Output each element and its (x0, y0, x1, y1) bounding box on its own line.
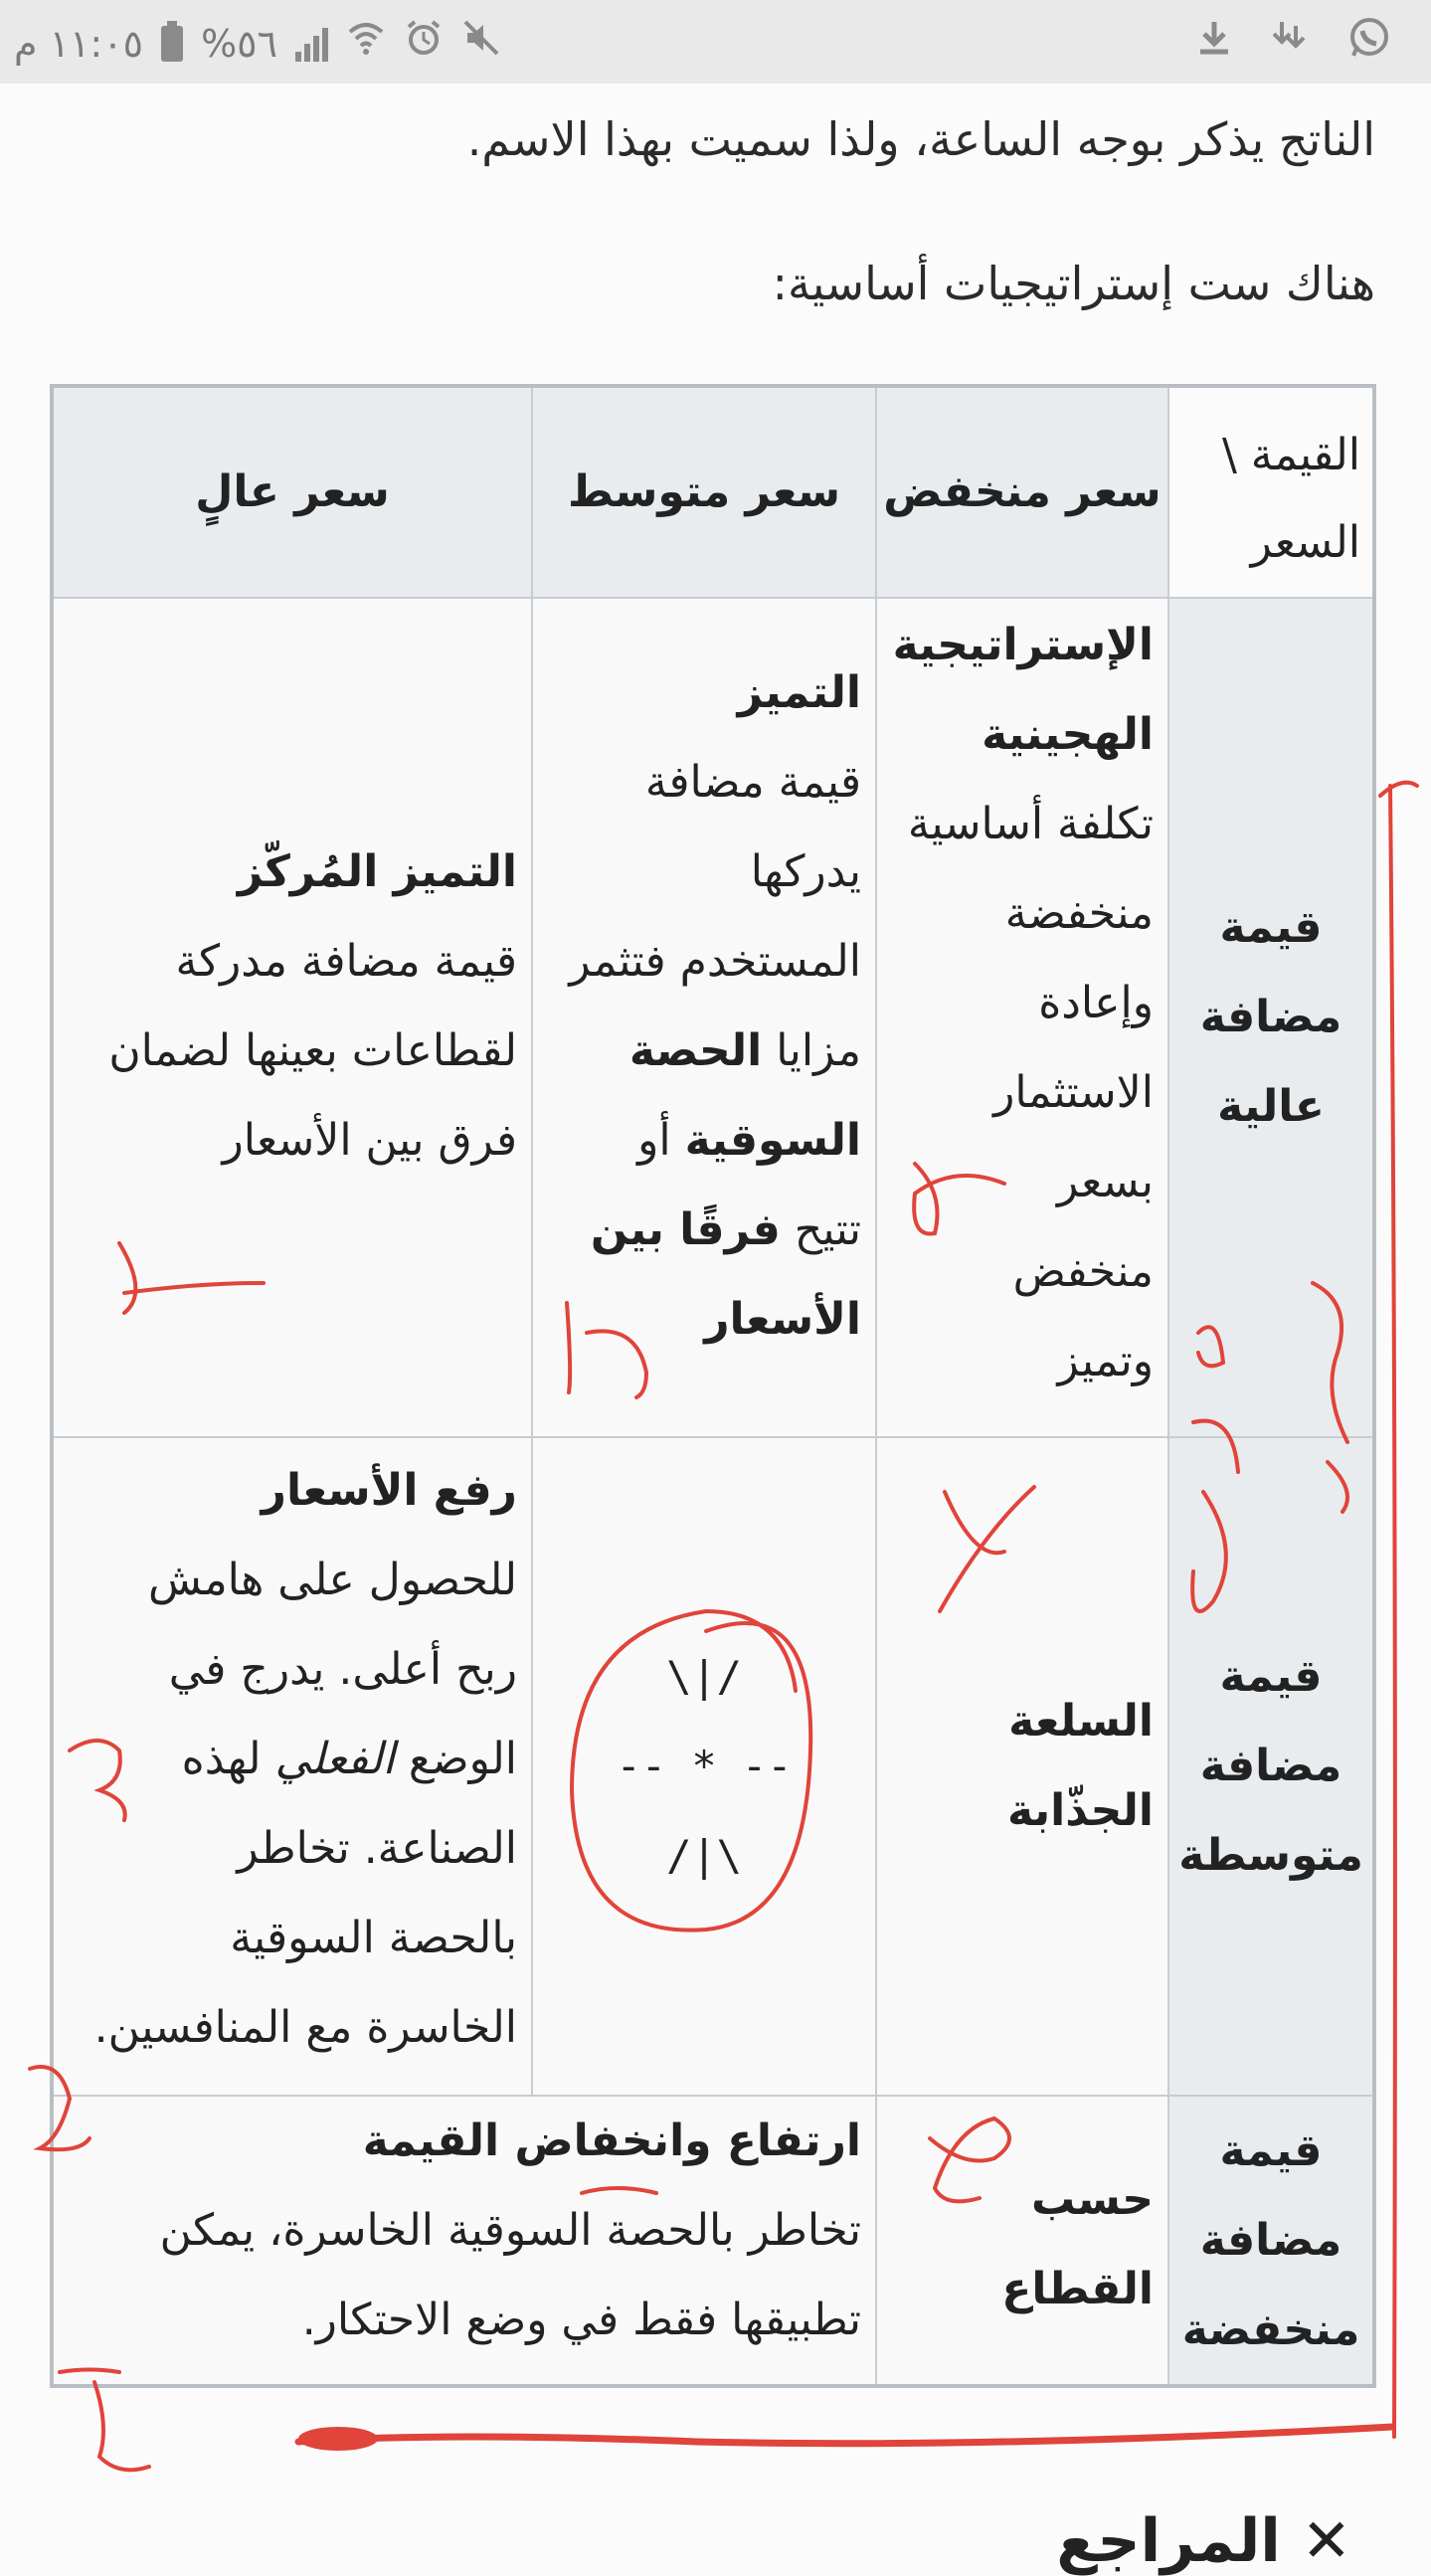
cell-text: المستخدم فتثمر (569, 936, 861, 987)
row-header-medium-value (1167, 1436, 1372, 2095)
corner-line: السعر (1250, 517, 1360, 568)
battery-percent: %٥٦ (201, 21, 277, 66)
corner-line: القيمة \ (1221, 430, 1360, 480)
cell-title: السلعة (1008, 1696, 1154, 1747)
cell-text: الصناعة. تخاطر (237, 1823, 517, 1874)
row-label-line: قيمة (1219, 902, 1323, 953)
cell-segment-specific (875, 2095, 1167, 2384)
cell-text: للحصول على هامش (148, 1555, 517, 1605)
ink-horizontal-line (298, 2427, 1392, 2444)
download-secondary-icon (1268, 18, 1312, 69)
cell-text: الحصة (628, 1025, 763, 1076)
download-icon (1196, 18, 1232, 69)
cell-title: حسب (1030, 2173, 1154, 2225)
cell-text: قيمة مضافة مدركة (175, 936, 517, 987)
cell-text: بسعر (1056, 1157, 1154, 1207)
cell-text: تكلفة أساسية (907, 799, 1154, 849)
cross-line: /|\ (666, 1652, 742, 1701)
cell-text: منخفضة (1004, 888, 1154, 939)
row-label-line: قيمة (1219, 1651, 1323, 1702)
strategy-clock-table (50, 384, 1376, 2388)
cell-text: السوقية (684, 1115, 861, 1166)
cell-text: بالحصة السوقية (230, 1913, 517, 1963)
cell-text: لهذه (181, 1734, 262, 1784)
row-label-line: قيمة (1219, 2124, 1323, 2176)
cell-text: تخاطر بالحصة السوقية الخاسرة، يمكن (159, 2205, 861, 2256)
cell-rise-and-fall-value (54, 2095, 875, 2384)
cell-text: يدركها (750, 846, 861, 897)
col-header-high-price: سعر عالٍ (54, 388, 531, 597)
alarm-icon (404, 18, 444, 69)
cell-title: الهجينية (982, 709, 1154, 760)
row-header-low-value (1167, 2095, 1372, 2384)
cell-title: القطاع (1001, 2263, 1154, 2314)
mute-icon (461, 18, 501, 69)
cell-text: ربح أعلى. يدرج في (168, 1644, 517, 1695)
cross-line: -- * -- (616, 1742, 793, 1790)
cross-line: \|/ (666, 1831, 742, 1880)
cell-text: فرق بين الأسعار (222, 1115, 517, 1166)
cell-text: منخفض (1012, 1246, 1154, 1297)
cell-text: فرقًا بين (590, 1204, 781, 1255)
row-label-line: متوسطة (1178, 1830, 1363, 1881)
signal-icon (295, 26, 328, 62)
wifi-icon (346, 18, 386, 69)
cell-text: مزايا (776, 1025, 861, 1076)
cell-title: التميز (737, 667, 861, 718)
cell-raise-prices (54, 1436, 531, 2095)
cell-differentiation (531, 597, 875, 1436)
cell-text: قيمة مضافة (644, 757, 861, 808)
battery-icon (161, 26, 183, 62)
cell-title: رفع الأسعار (261, 1465, 517, 1516)
col-header-mid-price: سعر متوسط (531, 388, 875, 597)
ink-mark (1380, 783, 1417, 796)
cell-text: الاستثمار (993, 1067, 1154, 1118)
clock: ١١:٠٥ م (14, 21, 144, 66)
cell-text: الوضع (408, 1734, 517, 1784)
cell-text: الفعلي (274, 1734, 395, 1784)
table-corner-header (1167, 388, 1372, 597)
cell-title: الإستراتيجية (892, 620, 1154, 670)
row-label-line: مضافة (1199, 992, 1342, 1042)
cell-text: الأسعار (704, 1294, 861, 1345)
row-label-line: عالية (1217, 1081, 1325, 1132)
row-label-line: مضافة (1199, 1741, 1342, 1791)
status-bar (0, 0, 1431, 84)
cell-title: التميز المُركّز (237, 846, 517, 897)
cell-center-cross (531, 1436, 875, 2095)
cell-focused-differentiation (54, 597, 531, 1436)
cell-hybrid-strategy (875, 597, 1167, 1436)
row-header-high-value (1167, 597, 1372, 1436)
cell-text: تطبيقها فقط في وضع الاحتكار. (301, 2295, 861, 2345)
cell-title: ارتفاع وانخفاض القيمة (362, 2116, 861, 2166)
status-left (14, 18, 501, 69)
row-label-line: مضافة (1199, 2214, 1342, 2266)
cell-text: الخاسرة مع المنافسين. (93, 2002, 517, 2053)
status-right (1196, 16, 1391, 71)
row-label-line: منخفضة (1181, 2303, 1360, 2355)
article-paragraph-intro: هناك ست إستراتيجيات أساسية: (772, 257, 1375, 310)
cell-text: لقطاعات بعينها لضمان (108, 1025, 517, 1076)
cell-text: وإعادة (1038, 978, 1154, 1028)
col-header-low-price: سعر منخفض (875, 388, 1167, 597)
cell-attractive-product (875, 1436, 1167, 2095)
ink-blot (298, 2427, 378, 2451)
cell-text: وتميز (1057, 1336, 1154, 1386)
ink-vertical-line (1390, 786, 1395, 2437)
references-section-header[interactable]: ✕ المراجع (1056, 2506, 1351, 2576)
cell-text: أو (637, 1115, 671, 1166)
article-paragraph: الناتج يذكر بوجه الساعة، ولذا سميت بهذا الاسم. (466, 112, 1375, 166)
cell-title: الجذّابة (1006, 1785, 1154, 1836)
whatsapp-icon (1347, 16, 1391, 71)
cell-text: تتيح (794, 1204, 861, 1255)
